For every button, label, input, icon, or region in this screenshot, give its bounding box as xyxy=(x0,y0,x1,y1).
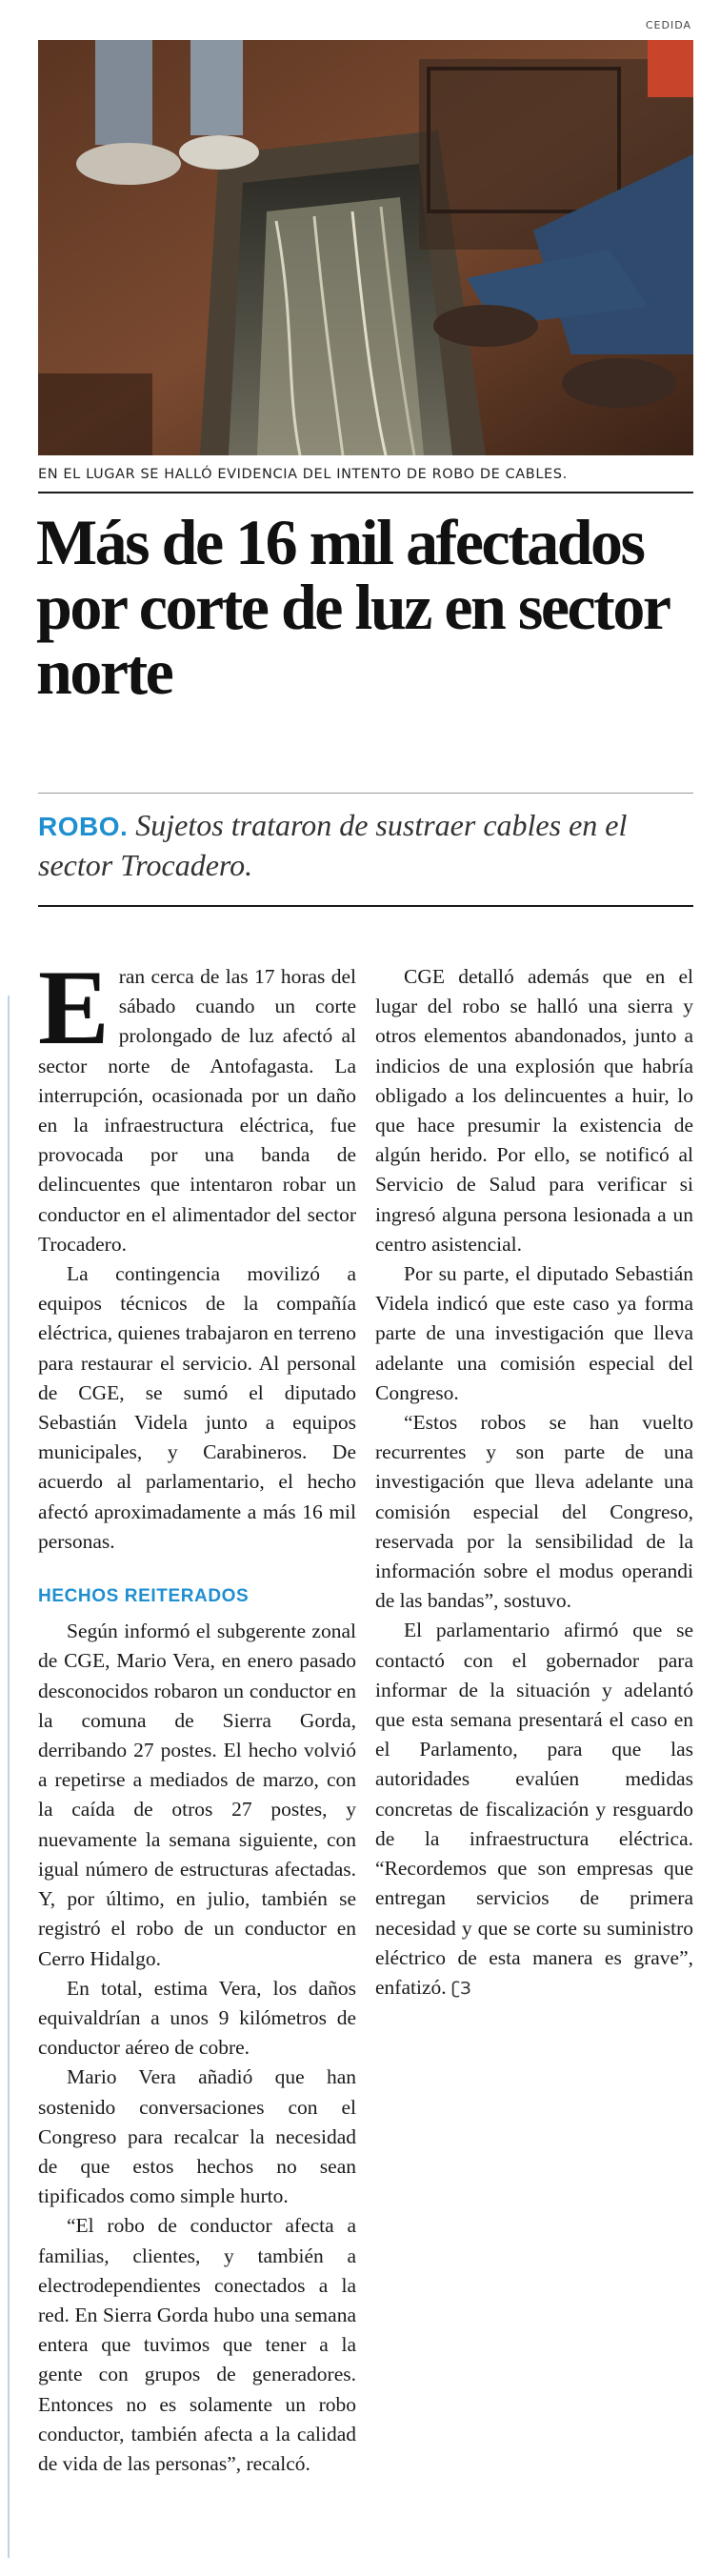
subhead: HECHOS REITERADOS xyxy=(38,1586,250,1607)
dek-kicker: ROBO. xyxy=(38,812,129,841)
caption-divider xyxy=(38,492,693,493)
paragraph-10 xyxy=(375,1616,693,2003)
photo-caption: EN EL LUGAR SE HALLÓ EVIDENCIA DEL INTENTO DE ROBO DE CABLES. xyxy=(38,467,568,482)
article-column-left xyxy=(38,949,356,2479)
paragraph-4: En total, estima Vera, los daños equivaldrían a unos 9 kilómetros de conductor aéreo de cobre. xyxy=(38,1976,356,2060)
article-column-right xyxy=(375,962,693,2003)
paragraph-8: Por su parte, el diputado Sebastián Videla indicó que este caso ya forma parte de una investigación que lleva adelante una comisión especial del Congreso. xyxy=(375,1262,693,1404)
headline-divider xyxy=(38,793,693,794)
paragraph-9: “Estos robos se han vuelto recurrentes y son parte de una investigación que lleva adelante una comisión especial del Congreso, reservada por la sensibilidad de la información sobre el modus operandi de las bandas”, sostuvo. xyxy=(375,1411,693,1613)
dek-text: Sujetos trataron de sustraer cables en el sector Trocadero. xyxy=(38,808,628,882)
end-mark-icon: ʗЗ xyxy=(451,1978,471,1999)
cable-pit-illustration xyxy=(38,40,693,455)
paragraph-1-text: ran cerca de las 17 horas del sábado cuando un corte prolongado de luz afectó al sector norte de Antofagasta. La interrupción, ocasionada por un daño en la infraestructura eléctrica, fue provocada por una banda de delincuentes que intentaron robar un conductor en el alimentador del sector Trocadero. xyxy=(38,965,356,1256)
paragraph-5: Mario Vera añadió que han sostenido conversaciones con el Congreso para recalcar la necesidad de que estos hechos no sean tipificados como simple hurto. xyxy=(38,2065,356,2208)
paragraph-3: Según informó el subgerente zonal de CGE, Mario Vera, en enero pasado desconocidos robaron un conductor en la comuna de Sierra Gorda, derribando 27 postes. El hecho volvió a repetirse a mediados de marzo, con la caída de otros 27 postes, y nuevamente la semana siguiente, con igual número de estructuras afectadas. Y, por último, en julio, también se registró el robo de un conductor en Cerro Hidalgo. xyxy=(38,1620,356,1970)
paragraph-10-text: El parlamentario afirmó que se contactó con el gobernador para informar de la situación y adelantó que esta semana presentará el caso en el Parlamento, para que las autoridades evalúen medidas concretas de fiscalización y resguardo de la infraestructura eléctrica. “Recordemos que son empresas que entregan servicios de primera necesidad y que se corte su suministro eléctrico de esta manera es grave”, enfatizó. xyxy=(375,1619,693,1999)
paragraph-7: CGE detalló además que en el lugar del robo se halló una sierra y otros elementos abandonados, junto a indicios de una explosión que habría obligado a los delincuentes a huir, lo que hace presumir la existencia de algún herido. Por ello, se notificó al Servicio de Salud para verificar si ingresó alguna persona lesionada a un centro asistencial. xyxy=(375,965,693,1256)
dek-divider xyxy=(38,905,693,907)
dek xyxy=(38,806,695,884)
margin-rule xyxy=(8,996,10,2558)
photo-credit: CEDIDA xyxy=(645,19,691,31)
drop-cap: E xyxy=(38,949,110,1067)
article-photo xyxy=(38,40,693,455)
paragraph-1 xyxy=(38,949,356,1259)
headline: Más de 16 mil afectados por corte de luz en sector norte xyxy=(36,506,669,708)
paragraph-6: “El robo de conductor afecta a familias, clientes, y también a electrodependientes conectados a la red. En Sierra Gorda hubo una semana entera que tuvimos que tener a la gente con grupos de generadores. Entonces no es solamente un robo conductor, también afecta a la calidad de vida de las personas”, recalcó. xyxy=(38,2214,356,2475)
paragraph-2: La contingencia movilizó a equipos técnicos de la compañía eléctrica, quienes trabajaron en terreno para restaurar el servicio. Al personal de CGE, se sumó el diputado Sebastián Videla junto a equipos municipales, y Carabineros. De acuerdo al parlamentario, el hecho afectó aproximadamente a más 16 mil personas. xyxy=(38,1262,356,1553)
